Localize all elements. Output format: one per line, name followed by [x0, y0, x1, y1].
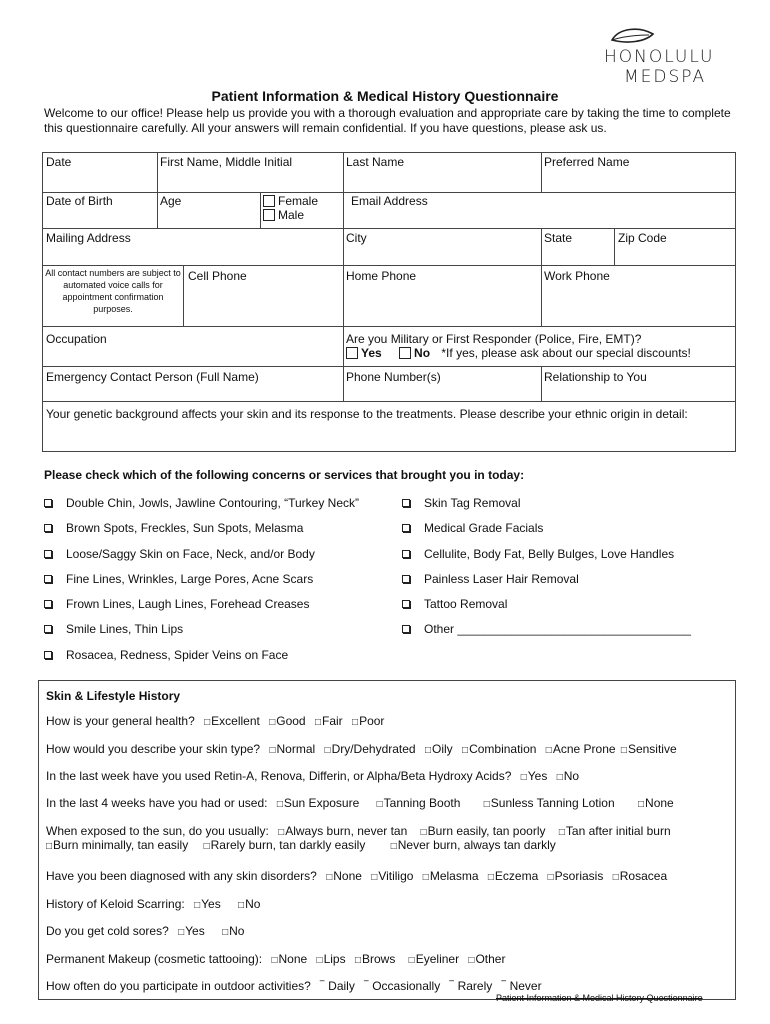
intro-text: Welcome to our office! Please help us provide you with a thorough evaluation and appropriate care by taking the time to complete this questionnaire carefully. All your answers will remain confidential. If you have questions, please ask us. — [44, 106, 731, 135]
retin-question — [46, 769, 579, 785]
concern-item[interactable] — [44, 572, 313, 586]
option[interactable]: □ Yes — [194, 897, 221, 911]
concern-checkbox[interactable] — [44, 651, 52, 659]
concern-item[interactable] — [402, 547, 674, 561]
concern-checkbox[interactable] — [402, 600, 410, 608]
emergency-contact-field[interactable]: Emergency Contact Person (Full Name) — [46, 370, 259, 384]
leaf-logo-icon — [609, 26, 659, 46]
option[interactable]: □ Oily — [425, 742, 453, 756]
city-field[interactable]: City — [346, 231, 367, 245]
emergency-phone-field[interactable]: Phone Number(s) — [346, 370, 441, 384]
option[interactable]: □ Normal — [269, 742, 315, 756]
question-text: History of Keloid Scarring: — [46, 897, 185, 911]
option[interactable]: □ Poor — [352, 714, 384, 728]
question-text: Do you get cold sores? — [46, 924, 169, 938]
option[interactable]: □ None — [271, 952, 307, 966]
option[interactable]: □ Sun Exposure — [277, 796, 359, 810]
concern-label: Cellulite, Body Fat, Belly Bulges, Love Handles — [424, 547, 675, 561]
lifestyle-heading: Skin & Lifestyle History — [46, 689, 181, 703]
female-checkbox[interactable] — [263, 195, 275, 207]
option[interactable]: □ Fair — [315, 714, 343, 728]
ethnic-origin-field[interactable]: Your genetic background affects your skin and its response to the treatments. Please describe your ethnic origin in detail: — [46, 407, 688, 421]
concern-checkbox[interactable] — [402, 575, 410, 583]
concern-checkbox[interactable] — [402, 550, 410, 558]
option[interactable]: □ Vitiligo — [371, 869, 413, 883]
option[interactable]: ‾ Occasionally — [364, 979, 440, 993]
concern-label: Brown Spots, Freckles, Sun Spots, Melasma — [66, 521, 304, 535]
concern-checkbox[interactable] — [44, 499, 52, 507]
military-no-checkbox[interactable] — [399, 347, 411, 359]
concern-checkbox[interactable] — [44, 600, 52, 608]
question-text: How would you describe your skin type? — [46, 742, 261, 756]
brand-line-1: HONOLULU — [604, 47, 715, 67]
option[interactable]: □ Combination — [462, 742, 536, 756]
concern-checkbox[interactable] — [402, 499, 410, 507]
question-text: In the last week have you used Retin-A, Renova, Differin, or Alpha/Beta Hydroxy Acids? — [46, 769, 512, 783]
concern-item[interactable] — [402, 572, 579, 586]
option[interactable]: □ No — [222, 924, 244, 938]
date-field[interactable]: Date — [46, 155, 72, 169]
mailing-address-field[interactable]: Mailing Address — [46, 231, 131, 245]
concern-item[interactable] — [402, 496, 521, 510]
concern-checkbox[interactable] — [44, 575, 52, 583]
relationship-field[interactable]: Relationship to You — [544, 370, 647, 384]
page-footer: Patient Information & Medical History Questionnaire — [496, 993, 703, 1003]
concern-checkbox[interactable] — [402, 524, 410, 532]
concern-checkbox[interactable] — [44, 625, 52, 633]
concern-label: Painless Laser Hair Removal — [424, 572, 579, 586]
question-text: How is your general health? — [46, 714, 195, 728]
occupation-field[interactable]: Occupation — [46, 332, 107, 346]
recent-exposure-question — [46, 796, 674, 812]
skin-type-question — [46, 742, 677, 758]
option[interactable]: □ Rarely burn, tan darkly easily — [204, 838, 366, 852]
patient-info-form — [42, 152, 736, 452]
option[interactable]: □ Good — [269, 714, 305, 728]
option[interactable]: □ Tanning Booth — [377, 796, 461, 810]
option[interactable]: □ Eyeliner — [409, 952, 459, 966]
option[interactable]: □ None — [638, 796, 674, 810]
cold-sores-question — [46, 924, 244, 940]
option[interactable]: □ Yes — [178, 924, 205, 938]
military-yes-checkbox[interactable] — [346, 347, 358, 359]
concern-label: Fine Lines, Wrinkles, Large Pores, Acne Scars — [66, 572, 314, 586]
concern-label: Double Chin, Jowls, Jawline Contouring, “Turkey Neck” — [66, 496, 360, 510]
last-name-field[interactable]: Last Name — [346, 155, 405, 169]
option[interactable]: □ Sensitive — [621, 742, 677, 756]
option[interactable]: □ Acne Prone — [546, 742, 616, 756]
concern-item[interactable] — [44, 521, 303, 535]
concern-item[interactable] — [44, 496, 359, 510]
military-question: Are you Military or First Responder (Police, Fire, EMT)? — [346, 332, 642, 346]
preferred-name-field[interactable]: Preferred Name — [544, 155, 630, 169]
female-option[interactable] — [263, 194, 318, 208]
concern-checkbox[interactable] — [44, 550, 52, 558]
concern-checkbox[interactable] — [44, 524, 52, 532]
option[interactable]: □ Excellent — [204, 714, 260, 728]
email-field[interactable]: Email Address — [351, 194, 428, 208]
zip-field[interactable]: Zip Code — [618, 231, 667, 245]
lifestyle-section — [38, 680, 736, 1000]
sun-reaction-options-2 — [46, 838, 556, 854]
keloid-question — [46, 897, 260, 913]
cell-phone-field[interactable]: Cell Phone — [188, 269, 247, 283]
question-text: When exposed to the sun, do you usually: — [46, 824, 269, 838]
option[interactable]: □ Never burn, always tan darkly — [391, 838, 556, 852]
concern-item[interactable] — [402, 597, 507, 611]
work-phone-field[interactable]: Work Phone — [544, 269, 610, 283]
brand-logo — [604, 26, 734, 88]
outdoor-question — [46, 979, 542, 993]
question-text: Have you been diagnosed with any skin disorders? — [46, 869, 317, 883]
dob-field[interactable]: Date of Birth — [46, 194, 113, 208]
concern-item[interactable] — [44, 547, 315, 561]
option[interactable]: ‾ Rarely — [450, 979, 493, 993]
state-field[interactable]: State — [544, 231, 573, 245]
option[interactable]: □ Brows — [355, 952, 395, 966]
question-text: In the last 4 weeks have you had or used: — [46, 796, 268, 810]
option[interactable]: □ No — [557, 769, 579, 783]
permanent-makeup-question — [46, 952, 505, 968]
age-field[interactable]: Age — [160, 194, 182, 208]
option[interactable]: □ Burn easily, tan poorly — [421, 824, 546, 838]
option[interactable]: □ Other — [468, 952, 505, 966]
option[interactable]: ‾ Never — [502, 979, 542, 993]
concern-label: Rosacea, Redness, Spider Veins on Face — [66, 648, 289, 662]
concern-item[interactable] — [44, 648, 288, 662]
female-label: Female — [278, 194, 319, 208]
male-option[interactable] — [263, 208, 304, 222]
male-checkbox[interactable] — [263, 209, 275, 221]
question-text: Permanent Makeup (cosmetic tattooing): — [46, 952, 263, 966]
option[interactable]: ‾ Daily — [320, 979, 355, 993]
question-text: How often do you participate in outdoor activities? — [46, 979, 311, 993]
concern-label: Frown Lines, Laugh Lines, Forehead Creases — [66, 597, 310, 611]
concern-label: Tattoo Removal — [424, 597, 508, 611]
option[interactable]: □ None — [326, 869, 362, 883]
concern-label: Smile Lines, Thin Lips — [66, 622, 184, 636]
skin-disorder-question — [46, 869, 667, 885]
option[interactable]: □ Melasma — [423, 869, 479, 883]
option[interactable]: □ No — [238, 897, 260, 911]
option[interactable]: □ Yes — [521, 769, 548, 783]
concern-label: Loose/Saggy Skin on Face, Neck, and/or Body — [66, 547, 315, 561]
concern-label: Skin Tag Removal — [424, 496, 521, 510]
concern-checkbox[interactable] — [402, 625, 410, 633]
health-question — [46, 714, 384, 730]
option[interactable]: □ Rosacea — [613, 869, 667, 883]
page-title: Patient Information & Medical History Questionnaire — [211, 88, 559, 104]
male-label: Male — [278, 208, 305, 222]
brand-line-2: MEDSPA — [624, 67, 707, 87]
option[interactable]: □ Tan after initial burn — [559, 824, 671, 838]
option[interactable]: □ Lips — [317, 952, 346, 966]
option[interactable]: □ Burn minimally, tan easily — [46, 838, 188, 852]
military-yes-label: Yes — [361, 346, 382, 360]
concern-item[interactable] — [402, 521, 543, 535]
option[interactable]: □ Eczema — [488, 869, 538, 883]
concern-item[interactable] — [402, 622, 691, 636]
concern-label: Medical Grade Facials — [424, 521, 544, 535]
military-options — [346, 346, 691, 360]
concern-item[interactable] — [44, 597, 309, 611]
concern-item[interactable] — [44, 622, 183, 636]
concern-label: Other ___________________________________ — [424, 622, 691, 636]
option[interactable]: □ Dry/Dehydrated — [325, 742, 416, 756]
military-no-label: No — [414, 346, 431, 360]
military-note: *If yes, please ask about our special discounts! — [441, 346, 691, 360]
home-phone-field[interactable]: Home Phone — [346, 269, 417, 283]
option[interactable]: □ Psoriasis — [548, 869, 604, 883]
first-name-field[interactable]: First Name, Middle Initial — [160, 155, 293, 169]
option[interactable]: □ Sunless Tanning Lotion — [484, 796, 615, 810]
concerns-heading: Please check which of the following concerns or services that brought you in today: — [44, 468, 525, 482]
contact-note: All contact numbers are subject to automated voice calls for appointment confirmation purposes. — [45, 268, 181, 314]
option[interactable]: □ Always burn, never tan — [278, 824, 407, 838]
